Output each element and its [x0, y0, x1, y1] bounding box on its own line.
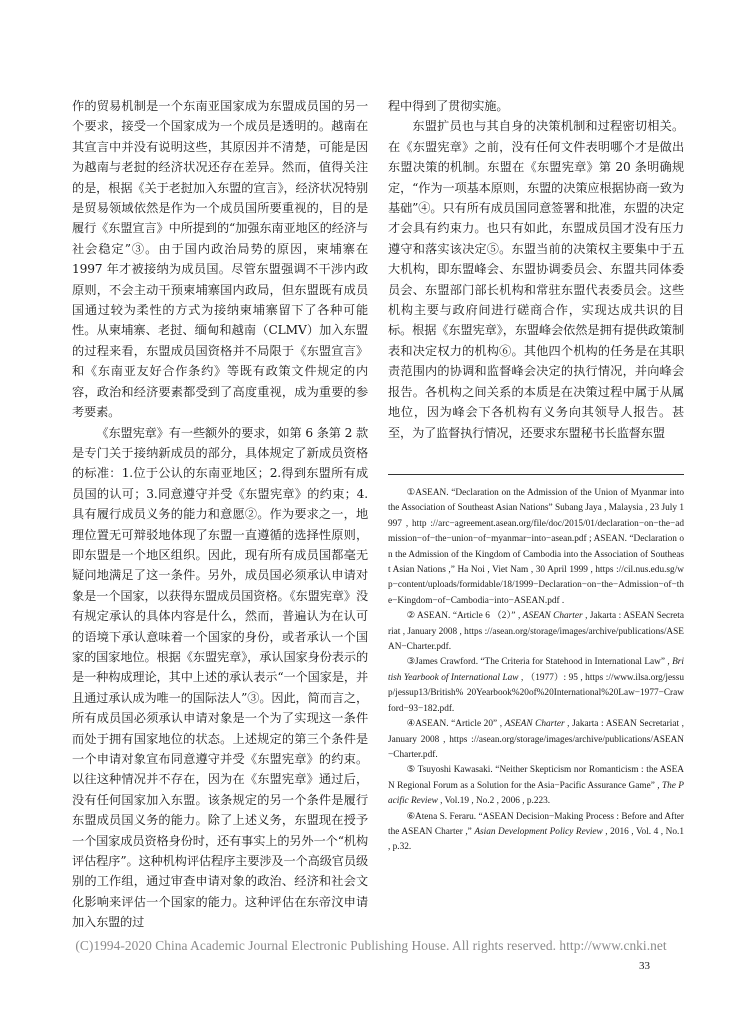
footnote-source-title: ASEAN Charter [504, 719, 565, 730]
footnote-text: ③James Crawford. “The Criteria for Statehood in International Law” , [406, 657, 673, 668]
copyright-watermark: (C)1994-2020 China Academic Journal Electronic Publishing House. All rights reserved. http://www.cnki.net [75, 938, 667, 953]
footnote-2 [388, 609, 684, 655]
footnotes [388, 486, 684, 856]
footnote-text: , Vol.19 , No.2 , 2006 , p.223. [437, 796, 551, 807]
footnote-text: ①ASEAN. “Declaration on the Admission of the Union of Myanmar into the Association of Southeast Asian Nations” Subang Jaya , Malaysia , 23 July 1997 , http ://arc−agreement.asean.org/file/doc/2015/01/declaration−on−the−admission−of−the−union−of−myanmar−into−asean.pdf ; ASEAN. “Declaration on the Admission of the Kingdom of Cambodia into the Association of Southeast Asian Nations ,” Ha Noi , Viet Nam , 30 April 1999 , https ://cil.nus.edu.sg/wp−content/uploads/formidable/18/1999−Declaration−on−the−Admission−of−the−Kingdom−of−Cambodia−into−ASEAN.pdf . [388, 488, 684, 606]
body-paragraph: 《东盟宪章》有一些额外的要求，如第 6 条第 2 款是专门关于接纳新成员的部分，具体规定了新成员资格的标准：1.位于公认的东南亚地区；2.得到东盟所有成员国的认可；3.同意遵守并受《东盟宪章》的约束；4.具有履行成员义务的能力和意愿②。作为要求之一，地理位置无可辩驳地体现了东盟一直遵循的选择性原则，即东盟是一个地区组织。因此，现有所有成员国都毫无疑问地满足了这一条件。另外，成员国必须承认申请对象是一个国家，以获得东盟成员国资格。《东盟宪章》没有规定承认的具体内容是什么，然而，普遍认为在认可的语境下承认意味着一个国家的身份，或者承认一个国家的国家地位。根据《东盟宪章》，承认国家身份表示的是一种构成理论，其中上述的承认表示“一个国家是，并且通过承认成为唯一的国际法人”③。因此，简而言之，所有成员国必须承认申请对象是一个为了实现这一条件而处于拥有国家地位的状态。上述规定的第三个条件是一个申请对象宣布同意遵守并受《东盟宪章》的约束。以往这种情况并不存在，因为在《东盟宪章》通过后，没有任何国家加入东盟。该条规定的另一个条件是履行东盟成员国义务的能力。除了上述义务，东盟现在授予一个国家成员资格身份时，还有事实上的另外一个“机构评估程序”。这种机构评估程序主要涉及一个高级官员级别的工作组，通过审查申请对象的政治、经济和社会文化影响来评估一个国家的能力。这种评估在东帝汶申请加入东盟的过 [72, 425, 368, 930]
footnote-source-title: Asian Development Policy Review [474, 826, 603, 837]
footnote-text: , （1977）: 95 , https ://www.ilsa.org/jessup/jessup13/British% 20Yearbook%20of%20International%20Law−1977−Crawford−93−182.pdf. [388, 672, 684, 714]
footnote-4 [388, 717, 684, 763]
footnote-text: , 2016 , Vol. 4 , No.1 , p.32. [388, 826, 684, 853]
body-paragraph: 程中得到了贯彻实施。 [388, 99, 509, 113]
footnote-1 [388, 486, 684, 609]
left-column [72, 96, 368, 933]
footnote-text: ⑥Atena S. Feraru. “ASEAN Decision−Making Process : Before and After the ASEAN Charter ,” [388, 811, 684, 837]
right-column [388, 96, 684, 443]
footnote-text: , Jakarta : ASEAN Secretariat , January 2008 , https ://asean.org/storage/images/archive/publications/ASEAN−Charter.pdf. [388, 719, 684, 760]
page-number: 33 [639, 960, 650, 972]
footnote-6 [388, 810, 684, 856]
footnote-text: , Jakarta : ASEAN Secretariat , January 2008 , https ://asean.org/storage/images/archive/publications/ASEAN−Charter.pdf. [388, 611, 685, 653]
footnote-text: ⑤ Tsuyoshi Kawasaki. “Neither Skepticism nor Romanticism : the ASEAN Regional Forum as a Solution for the Asia−Pacific Assurance Game” , [388, 765, 684, 791]
footnote-source-title: ASEAN Charter [522, 611, 583, 622]
body-paragraph: 东盟扩员也与其自身的决策机制和过程密切相关。在《东盟宪章》之前，没有任何文件表明哪个才是做出东盟决策的机制。东盟在《东盟宪章》第 20 条明确规定，“作为一项基本原则，东盟的决策应根据协商一致为基础”④。只有所有成员国同意签署和批准，东盟的决定才会具有约束力。也只有如此，东盟成员国才没有压力遵守和落实该决定⑤。东盟当前的决策权主要集中于五大机构，即东盟峰会、东盟协调委员会、东盟共同体委员会、东盟部门部长机构和常驻东盟代表委员会。这些机构主要与政府间进行磋商合作，实现达成共识的目标。根据《东盟宪章》，东盟峰会依然是拥有提供政策制表和决定权力的机构⑥。其他四个机构的任务是在其职责范围内的协调和监督峰会决定的执行情况，并向峰会报告。各机构之间关系的本质是在决策过程中属于从属地位，因为峰会下各机构有义务向其领导人报告。甚至，为了监督执行情况，还要求东盟秘书长监督东盟 [388, 119, 684, 440]
footnote-5 [388, 763, 684, 809]
footnote-divider [388, 474, 684, 475]
footnote-text: ④ASEAN. “Article 20” , [406, 719, 505, 730]
footnote-source-title: The Pacific Review [388, 780, 684, 807]
footnote-text: ② ASEAN. “Article 6 （2）” , [406, 611, 523, 622]
body-paragraph: 作的贸易机制是一个东南亚国家成为东盟成员国的另一个要求，接受一个国家成为一个成员是透明的。越南在其宣言中并没有说明这些，其原因并不清楚，可能是因为越南与老挝的经济状况还存在差异。然而，值得关注的是，根据《关于老挝加入东盟的宣言》，经济状况特别是贸易领域依然是作为一个成员国所要重视的，目的是履行《东盟宣言》中所提到的“加强东南亚地区的经济与社会稳定”③。由于国内政治局势的原因，柬埔寨在 1997 年才被接纳为成员国。尽管东盟强调不干涉内政原则，不会主动干预柬埔寨国内政局，但东盟既有成员国通过较为柔性的方式为接纳柬埔寨留下了各种可能性。从柬埔寨、老挝、缅甸和越南（CLMV）加入东盟的过程来看，东盟成员国资格并不局限于《东盟宣言》和《东南亚友好合作条约》等既有政策文件规定的内容，政治和经济要素都受到了高度重视，成为重要的参考要素。 [72, 99, 368, 420]
footnote-3 [388, 655, 684, 717]
footnote-source-title: British Yearbook of International Law [388, 657, 684, 683]
